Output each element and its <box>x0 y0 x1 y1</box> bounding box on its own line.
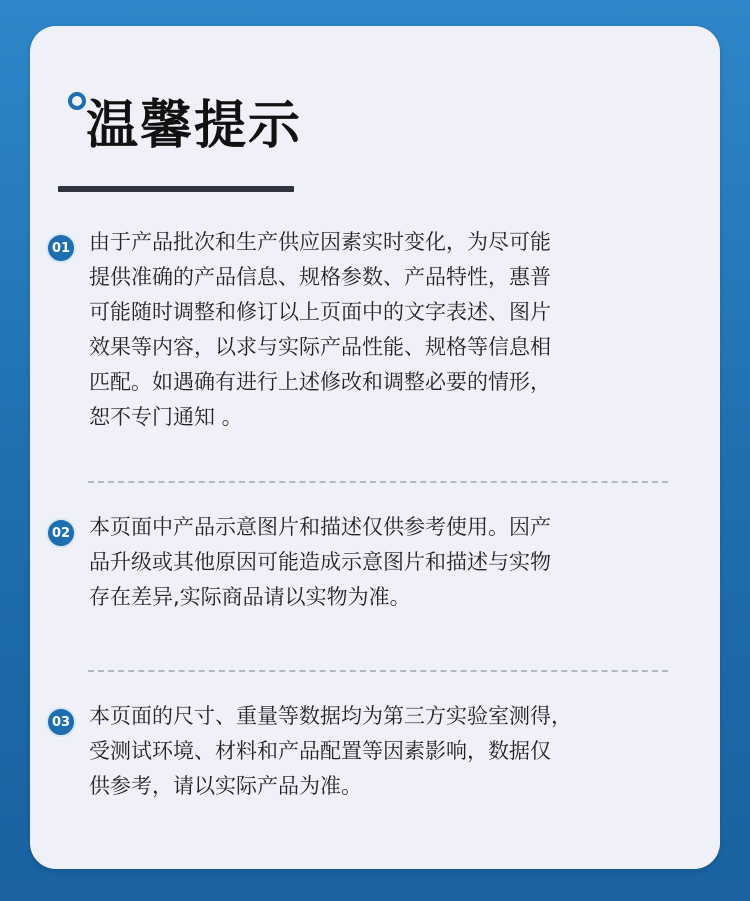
number-badge-3: 03 <box>46 707 76 737</box>
circle-decoration-icon <box>68 92 86 110</box>
dashed-divider-2 <box>88 670 668 672</box>
page-title: 温馨提示 <box>86 96 303 156</box>
notice-text-3: 本页面的尺寸、重量等数据均为第三方实验室测得， 受测试环境、材料和产品配置等因素影响，数据仅 供参考，请以实际产品为准。 <box>89 704 572 798</box>
number-badge-2: 02 <box>46 518 76 548</box>
number-badge-1: 01 <box>46 233 76 263</box>
dashed-divider-1 <box>88 481 668 483</box>
notice-text-2: 本页面中产品示意图片和描述仅供参考使用。因产 品升级或其他原因可能造成示意图片和描述与实物 存在差异,实际商品请以实物为准。 <box>89 515 551 609</box>
title-block <box>46 66 306 176</box>
notice-text-1: 由于产品批次和生产供应因素实时变化，为尽可能 提供准确的产品信息、规格参数、产品特性，惠普 可能随时调整和修订以上页面中的文字表述、图片 效果等内容，以求与实际产品性能、规格等信息相 匹配。如遇确有进行上述修改和调整必要的情形， 恕不专门通知 。 <box>89 230 551 429</box>
title-underline <box>58 186 294 192</box>
